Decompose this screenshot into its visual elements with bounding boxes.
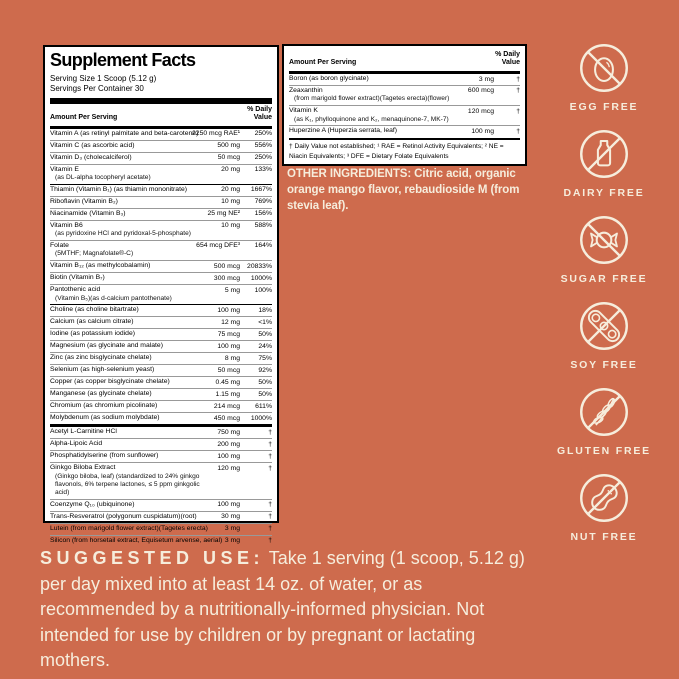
nutrient-row: [50, 340, 272, 352]
nutrient-name: Molybdenum (as sodium molybdate): [50, 414, 160, 422]
nutrient-amount: 10 mg: [221, 222, 240, 230]
dairy-free-icon: [578, 128, 630, 180]
badge-label: SUGAR FREE: [560, 273, 648, 285]
nutrient-daily-value: 75%: [258, 354, 272, 362]
nutrient-daily-value: 1667%: [250, 186, 272, 194]
nutrient-amount: 75 mcg: [217, 330, 240, 338]
nutrient-name: Ginkgo Biloba Extract: [50, 464, 116, 472]
nutrient-name: Niacinamide (Vitamin B₃): [50, 209, 126, 217]
dietary-badges: [545, 42, 663, 543]
nutrient-daily-value: 156%: [254, 210, 272, 218]
nutrient-amount: 600 mcg: [467, 87, 494, 95]
nutrient-amount: 120 mcg: [467, 107, 494, 115]
nutrient-name: Magnesium (as glycinate and malate): [50, 342, 163, 350]
other-ingredients-text: Citric acid, organic orange mango flavor, rebaudioside M (from stevia leaf).: [287, 168, 520, 213]
daily-value-header: % Daily Value: [495, 51, 520, 67]
soy-free-icon: [578, 300, 630, 352]
nutrient-daily-value: 1000%: [250, 274, 272, 282]
nutrient-daily-value: <1%: [258, 318, 272, 326]
nutrient-name: Zinc (as zinc bisglycinate chelate): [50, 354, 152, 362]
gluten-free-icon: [578, 386, 630, 438]
nutrient-daily-value: †: [268, 452, 272, 460]
nutrient-row: [50, 424, 272, 438]
nutrient-amount: 25 mg NE²: [207, 210, 240, 218]
nutrient-daily-value: 611%: [255, 402, 272, 410]
nutrient-row: [50, 412, 272, 424]
badge-label: SOY FREE: [570, 359, 638, 371]
nutrient-row: [50, 260, 272, 272]
nutrient-daily-value: 18%: [258, 306, 272, 314]
egg-free-icon: [578, 42, 630, 94]
nutrient-row: [50, 523, 272, 535]
nutrient-row: [50, 208, 272, 220]
nutrient-amount: 750 mg: [217, 428, 240, 436]
nut-free-icon: [578, 472, 630, 524]
other-ingredients-label: OTHER INGREDIENTS:: [287, 168, 412, 180]
nutrient-daily-value: †: [516, 127, 520, 135]
nutrient-name: Vitamin D₃ (cholecalciferol): [50, 153, 132, 161]
nutrient-daily-value: †: [268, 428, 272, 436]
supplement-facts-panel: [43, 45, 279, 545]
nutrient-amount: 20 mg: [221, 186, 240, 194]
nutrient-name: Manganese (as glycinate chelate): [50, 390, 152, 398]
nutrient-detail: (as DL-alpha tocopheryl acetate): [55, 174, 151, 182]
nutrient-name: Vitamin C (as ascorbic acid): [50, 141, 135, 149]
amount-per-serving-header: Amount Per Serving: [289, 59, 357, 66]
nutrient-daily-value: 92%: [258, 366, 272, 374]
nutrient-amount: 3 mg: [478, 75, 494, 83]
supplement-facts-title: Supplement Facts: [50, 50, 196, 70]
nutrient-daily-value: 1000%: [250, 414, 272, 422]
nutrient-row: [50, 499, 272, 511]
nutrient-row: [289, 85, 520, 105]
nutrient-daily-value: 250%: [254, 154, 272, 162]
nutrient-amount: 1.15 mg: [215, 390, 240, 398]
daily-value-footnote: † Daily Value not established; ¹ RAE = Retinol Activity Equivalents; ² NE = Niacin Equivalents; ³ DFE = Dietary Folate Equivalents: [289, 138, 520, 160]
nutrient-name: Phosphatidylserine (from sunflower): [50, 452, 159, 460]
nutrient-row: [50, 304, 272, 316]
nutrient-daily-value: 769%: [254, 198, 272, 206]
nutrient-amount: 20 mg: [221, 166, 240, 174]
nutrient-daily-value: †: [268, 464, 272, 472]
nutrient-name: Vitamin B₁₂ (as methylcobalamin): [50, 262, 151, 270]
nutrient-name: Zeaxanthin: [289, 86, 323, 94]
nutrient-row: [289, 105, 520, 125]
nutrient-amount: 450 mcg: [213, 414, 240, 422]
nutrient-amount: 30 mg: [221, 513, 240, 521]
nutrient-amount: 8 mg: [224, 354, 240, 362]
nutrient-row: [50, 535, 272, 547]
nutrient-name: Riboflavin (Vitamin B₂): [50, 197, 118, 205]
nutrient-amount: 2250 mcg RAE¹: [192, 130, 240, 138]
nutrient-row: [50, 328, 272, 340]
nutrient-name: Selenium (as high-selenium yeast): [50, 366, 155, 374]
nutrient-daily-value: 133%: [254, 166, 272, 174]
nutrient-amount: 200 mg: [217, 440, 240, 448]
nutrient-amount: 100 mg: [217, 342, 240, 350]
nutrient-name: Acetyl L-Carnitine HCl: [50, 428, 117, 436]
nutrient-daily-value: †: [268, 525, 272, 533]
nutrient-amount: 5 mg: [224, 286, 240, 294]
nutrient-row: [50, 511, 272, 523]
badge-label: EGG FREE: [569, 101, 639, 113]
nutrient-row: [50, 400, 272, 412]
nutrient-detail: (as pyridoxine HCl and pyridoxal-5-phosphate): [55, 230, 191, 238]
nutrient-amount: 12 mg: [221, 318, 240, 326]
supplement-facts-continued-panel: [282, 44, 527, 166]
nutrient-name: Pantothenic acid: [50, 286, 101, 294]
nutrient-amount: 10 mg: [221, 198, 240, 206]
nutrient-row: [50, 352, 272, 364]
suggested-use: [40, 546, 542, 674]
nutrient-name: Folate: [50, 241, 69, 249]
nutrient-name: Lutein (from marigold flower extract)(Tagetes erecta): [50, 524, 208, 532]
nutrient-daily-value: †: [268, 501, 272, 509]
nutrient-name: Vitamin A (as retinyl palmitate and beta-carotene): [50, 129, 199, 137]
nutrient-row: [50, 438, 272, 450]
nutrient-name: Iodine (as potassium iodide): [50, 330, 136, 338]
nutrient-daily-value: †: [516, 107, 520, 115]
nutrient-name: Boron (as boron glycinate): [289, 75, 369, 82]
nutrient-daily-value: †: [516, 75, 520, 83]
badge-dairy-free: [563, 128, 644, 199]
nutrient-row: [50, 164, 272, 184]
suggested-use-text: Take 1 serving (1 scoop, 5.12 g) per day mixed into at least 14 oz. of water, or as recommended by a nutritionally-informed physician. Not intended for use by children or by pregnant or lactating mothers.: [40, 548, 525, 671]
nutrient-name: Biotin (Vitamin B₇): [50, 274, 105, 282]
nutrient-row: [50, 450, 272, 462]
sugar-free-icon: [578, 214, 630, 266]
nutrient-row: [50, 316, 272, 328]
nutrient-row: [50, 140, 272, 152]
badge-egg-free: [570, 42, 639, 113]
badge-label: DAIRY FREE: [563, 187, 645, 199]
nutrient-daily-value: 556%: [254, 142, 272, 150]
nutrient-amount: 0.45 mg: [215, 378, 240, 386]
nutrient-detail: (from marigold flower extract)(Tagetes erecta)(flower): [294, 95, 450, 103]
nutrient-name: Thiamin (Vitamin B₁) (as thiamin mononitrate): [50, 185, 188, 193]
nutrient-daily-value: 50%: [258, 330, 272, 338]
nutrient-row: [50, 240, 272, 260]
column-header: [50, 104, 272, 129]
amount-per-serving-header: Amount Per Serving: [50, 113, 118, 121]
nutrient-amount: 500 mg: [217, 142, 240, 150]
nutrient-name: Silicon (from horsetail extract, Equisetum arvense, aerial): [50, 536, 223, 544]
nutrient-amount: 300 mcg: [213, 274, 240, 282]
nutrient-detail: (as K₁, phylloquinone and K₂, menaquinone-7, MK-7): [294, 115, 449, 123]
daily-value-header: % Daily Value: [247, 105, 272, 121]
nutrient-daily-value: †: [268, 440, 272, 448]
nutrient-amount: 3 mg: [224, 525, 240, 533]
nutrient-row: [289, 74, 520, 85]
nutrient-amount: 214 mcg: [213, 402, 240, 410]
nutrient-detail: (5MTHF; Magnafolate®-C): [55, 250, 134, 258]
badge-soy-free: [570, 300, 637, 371]
nutrient-name: Calcium (as calcium citrate): [50, 318, 134, 326]
nutrient-name: Vitamin K: [289, 107, 318, 115]
nutrient-amount: 3 mg: [224, 537, 240, 545]
nutrient-row: [50, 196, 272, 208]
nutrient-row: [50, 388, 272, 400]
nutrient-daily-value: 588%: [254, 222, 272, 230]
nutrient-amount: 50 mcg: [217, 154, 240, 162]
nutrient-amount: 100 mg: [471, 127, 494, 135]
nutrient-row: [50, 272, 272, 284]
nutrient-daily-value: 100%: [254, 286, 272, 294]
suggested-use-label: SUGGESTED USE:: [40, 548, 265, 568]
nutrient-amount: 100 mg: [217, 501, 240, 509]
nutrient-detail: (Vitamin B₅)(as d-calcium pantothenate): [55, 294, 172, 302]
servings-per-container: Servings Per Container 30: [50, 84, 144, 94]
other-ingredients: [287, 166, 525, 214]
nutrient-row: [50, 152, 272, 164]
badge-label: NUT FREE: [570, 531, 638, 543]
nutrient-daily-value: 50%: [258, 378, 272, 386]
nutrient-amount: 100 mg: [217, 306, 240, 314]
nutrient-row: [50, 462, 272, 499]
nutrient-row: [50, 364, 272, 376]
column-header: [289, 49, 520, 74]
badge-sugar-free: [561, 214, 648, 285]
nutrient-daily-value: 20833%: [247, 262, 272, 270]
nutrient-daily-value: †: [516, 87, 520, 95]
nutrient-daily-value: 250%: [254, 130, 272, 138]
nutrient-detail: (Ginkgo biloba, leaf) (standardized to 24% ginkgo flavonols, 6% terpene lactones, ≤ 5 ppm ginkgolic acid): [55, 472, 200, 497]
nutrient-amount: 50 mcg: [217, 366, 240, 374]
nutrient-row: [50, 284, 272, 304]
nutrient-row: [50, 376, 272, 388]
nutrient-amount: 500 mcg: [213, 262, 240, 270]
nutrient-amount: 120 mg: [217, 464, 240, 472]
nutrient-row: [289, 125, 520, 137]
serving-size: Serving Size 1 Scoop (5.12 g): [50, 73, 157, 83]
nutrient-amount: 654 mcg DFE³: [196, 242, 240, 250]
nutrient-row: [50, 220, 272, 240]
badge-gluten-free: [557, 386, 651, 457]
nutrient-name: Vitamin B6: [50, 221, 83, 229]
nutrient-daily-value: 164%: [254, 242, 272, 250]
nutrient-rows-left: [50, 129, 272, 547]
nutrient-row: [50, 184, 272, 196]
nutrient-name: Choline (as choline bitartrate): [50, 306, 139, 314]
nutrient-rows-right: [289, 74, 520, 137]
nutrient-name: Trans-Resveratrol (polygonum cuspidatum)(root): [50, 512, 197, 520]
badge-nut-free: [571, 472, 638, 543]
nutrient-row: [50, 129, 272, 140]
nutrient-daily-value: 50%: [258, 390, 272, 398]
nutrient-name: Vitamin E: [50, 165, 79, 173]
nutrient-amount: 100 mg: [217, 452, 240, 460]
nutrient-daily-value: †: [268, 537, 272, 545]
nutrient-name: Huperzine A (Huperzia serrata, leaf): [289, 127, 398, 135]
badge-label: GLUTEN FREE: [557, 445, 651, 457]
nutrient-name: Alpha-Lipoic Acid: [50, 440, 103, 448]
nutrient-daily-value: †: [268, 513, 272, 521]
nutrient-daily-value: 24%: [258, 342, 272, 350]
nutrient-name: Copper (as copper bisglycinate chelate): [50, 378, 170, 386]
nutrient-name: Chromium (as chromium picolinate): [50, 402, 158, 410]
nutrient-name: Coenzyme Q₁₀ (ubiquinone): [50, 500, 135, 508]
